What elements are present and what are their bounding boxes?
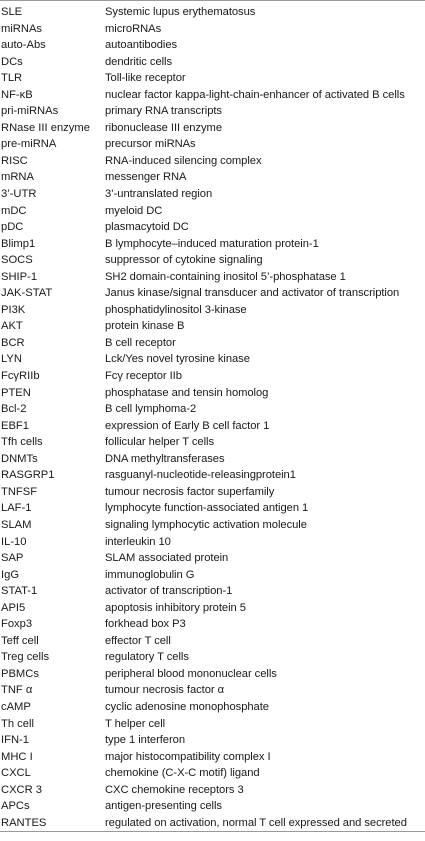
table-row — [0, 103, 425, 120]
table-row — [0, 534, 425, 551]
abbreviation-term: SLE — [1, 6, 23, 18]
table-row — [0, 782, 425, 799]
abbreviation-definition: Fcγ receptor IIb — [105, 370, 182, 383]
abbreviation-definition: interleukin 10 — [105, 535, 171, 548]
table-row — [0, 467, 425, 484]
abbreviation-term: DCs — [1, 55, 23, 68]
abbreviation-definition: chemokine (C-X-C motif) ligand — [105, 767, 260, 780]
table-row — [0, 285, 425, 302]
abbreviation-definition: ribonuclease III enzyme — [105, 121, 223, 134]
abbreviation-definition: protein kinase B — [105, 320, 185, 333]
table-row — [0, 749, 425, 766]
abbreviation-term: Treg cells — [1, 651, 50, 664]
abbreviation-definition: T helper cell — [105, 717, 166, 730]
abbreviation-definition: major histocompatibility complex I — [105, 750, 271, 763]
abbreviation-definition: messenger RNA — [105, 171, 187, 184]
abbreviation-term: pDC — [1, 221, 24, 234]
abbreviation-term: Blimp1 — [1, 237, 36, 250]
abbreviation-term: auto-Abs — [1, 39, 46, 52]
table-row — [0, 583, 425, 600]
table-row — [0, 633, 425, 650]
abbreviation-term: RNase III enzyme — [1, 121, 90, 134]
table-row — [0, 418, 425, 435]
abbreviation-definition: regulated on activation, normal T cell expressed and secreted — [105, 816, 407, 829]
abbreviation-term: APCs — [1, 800, 30, 813]
table-row — [0, 87, 425, 104]
abbreviation-definition: signaling lymphocytic activation molecule — [105, 518, 307, 531]
table-row — [0, 500, 425, 517]
abbreviation-definition: Toll-like receptor — [105, 72, 186, 85]
table-row — [0, 798, 425, 815]
abbreviation-definition: CXC chemokine receptors 3 — [105, 783, 244, 796]
abbreviation-term: Teff cell — [1, 634, 39, 647]
table-row — [0, 169, 425, 186]
table-row — [0, 186, 425, 203]
abbreviation-definition: suppressor of cytokine signaling — [105, 254, 263, 267]
table-row — [0, 484, 425, 501]
abbreviation-definition: precursor miRNAs — [105, 138, 196, 151]
abbreviation-definition: phosphatidylinositol 3-kinase — [105, 303, 247, 316]
abbreviation-term: EBF1 — [1, 419, 29, 432]
abbreviation-definition: Systemic lupus erythematosus — [105, 6, 256, 18]
abbreviation-term: DNMTs — [1, 452, 38, 465]
abbreviation-definition: autoantibodies — [105, 39, 178, 52]
abbreviation-definition: phosphatase and tensin homolog — [105, 386, 269, 399]
table-row — [0, 385, 425, 402]
table-row — [0, 269, 425, 286]
abbreviation-term: RASGRP1 — [1, 469, 55, 482]
table-row — [0, 765, 425, 782]
abbreviation-term: Bcl-2 — [1, 403, 27, 416]
abbreviation-term: JAK-STAT — [1, 287, 53, 300]
abbreviation-term: 3’-UTR — [1, 188, 37, 201]
abbreviation-definition: RNA-induced silencing complex — [105, 154, 262, 167]
table-row — [0, 699, 425, 716]
table-row — [0, 153, 425, 170]
abbreviation-definition: peripheral blood mononuclear cells — [105, 667, 277, 680]
abbreviation-definition: plasmacytoid DC — [105, 221, 189, 234]
abbreviation-definition: activator of transcription-1 — [105, 585, 233, 598]
abbreviation-term: IFN-1 — [1, 734, 29, 747]
table-row — [0, 815, 425, 832]
abbreviation-term: cAMP — [1, 700, 31, 713]
table-row — [0, 451, 425, 468]
table-row — [0, 219, 425, 236]
abbreviation-definition: apoptosis inhibitory protein 5 — [105, 601, 246, 614]
abbreviation-definition: antigen-presenting cells — [105, 800, 222, 813]
abbreviation-term: CXCR 3 — [1, 783, 43, 796]
abbreviation-term: SLAM — [1, 518, 32, 531]
abbreviation-term: RISC — [1, 154, 28, 167]
table-row — [0, 351, 425, 368]
table-row — [0, 70, 425, 87]
table-row — [0, 434, 425, 451]
abbreviation-term: BCR — [1, 336, 25, 349]
table-row — [0, 567, 425, 584]
table-row — [0, 716, 425, 733]
table-row — [0, 54, 425, 71]
abbreviation-definition: immunoglobulin G — [105, 568, 195, 581]
abbreviation-term: PBMCs — [1, 667, 39, 680]
abbreviation-term: IgG — [1, 568, 20, 581]
table-row — [0, 517, 425, 534]
abbreviation-definition: Lck/Yes novel tyrosine kinase — [105, 353, 250, 366]
abbreviation-definition: primary RNA transcripts — [105, 105, 222, 118]
table-row — [0, 318, 425, 335]
abbreviation-definition: lymphocyte function-associated antigen 1 — [105, 502, 309, 515]
table-row — [0, 682, 425, 699]
table-row — [0, 666, 425, 683]
table-row — [0, 368, 425, 385]
table-row — [0, 550, 425, 567]
abbreviation-definition: follicular helper T cells — [105, 436, 215, 449]
table-row — [0, 335, 425, 352]
abbreviation-term: Th cell — [1, 717, 34, 730]
table-row — [0, 37, 425, 54]
abbreviation-term: LYN — [1, 353, 22, 366]
abbreviation-definition: Janus kinase/signal transducer and activator of transcription — [105, 287, 400, 300]
abbreviation-definition: DNA methyltransferases — [105, 452, 225, 465]
abbreviation-term: SHIP-1 — [1, 270, 38, 283]
abbreviation-term: API5 — [1, 601, 26, 614]
abbreviation-definition: myeloid DC — [105, 204, 163, 217]
abbreviation-term: Foxp3 — [1, 618, 33, 631]
abbreviation-term: SAP — [1, 552, 24, 565]
abbreviation-term: SOCS — [1, 254, 33, 267]
abbreviation-definition: expression of Early B cell factor 1 — [105, 419, 270, 432]
abbreviation-term: STAT-1 — [1, 585, 38, 598]
abbreviation-definition: forkhead box P3 — [105, 618, 186, 631]
abbreviation-definition: dendritic cells — [105, 55, 173, 68]
abbreviation-definition: B cell lymphoma-2 — [105, 403, 197, 416]
table-row — [0, 600, 425, 617]
abbreviation-definition: SH2 domain-containing inositol 5’-phosphatase 1 — [105, 270, 346, 283]
table-row — [0, 203, 425, 220]
abbreviation-term: mRNA — [1, 171, 34, 184]
abbreviation-definition: regulatory T cells — [105, 651, 189, 664]
abbreviation-term: TNFSF — [1, 485, 38, 498]
abbreviation-term: TNF α — [1, 684, 33, 697]
abbreviation-definition: tumour necrosis factor α — [105, 684, 225, 697]
table-row — [0, 4, 425, 21]
abbreviation-definition: B cell receptor — [105, 336, 176, 349]
abbreviation-term: FcγRIIb — [1, 370, 40, 383]
table-row — [0, 252, 425, 269]
abbreviation-term: mDC — [1, 204, 27, 217]
abbreviation-definition: type 1 interferon — [105, 734, 185, 747]
abbreviation-definition: tumour necrosis factor superfamily — [105, 485, 275, 498]
abbreviation-definition: SLAM associated protein — [105, 552, 229, 565]
table-row — [0, 21, 425, 38]
abbreviation-definition: B lymphocyte–induced maturation protein-1 — [105, 237, 319, 250]
abbreviation-term: RANTES — [1, 816, 47, 829]
abbreviation-definition: effector T cell — [105, 634, 171, 647]
table-row — [0, 136, 425, 153]
abbreviation-term: CXCL — [1, 767, 31, 780]
abbreviation-term: IL-10 — [1, 535, 27, 548]
abbreviation-term: MHC I — [1, 750, 33, 763]
table-row — [0, 302, 425, 319]
abbreviation-definition: nuclear factor kappa-light-chain-enhancer of activated B cells — [105, 88, 405, 101]
table-row — [0, 401, 425, 418]
abbreviation-term: NF-κB — [1, 88, 33, 101]
abbreviation-term: pri-miRNAs — [1, 105, 59, 118]
abbreviation-term: pre-miRNA — [1, 138, 57, 151]
abbreviation-term: PTEN — [1, 386, 31, 399]
table-row — [0, 616, 425, 633]
table-row — [0, 649, 425, 666]
abbreviation-term: Tfh cells — [1, 436, 43, 449]
table-row — [0, 732, 425, 749]
abbreviation-term: PI3K — [1, 303, 26, 316]
abbreviation-term: TLR — [1, 72, 23, 85]
abbreviation-definition: rasguanyl-nucleotide-releasingprotein1 — [105, 469, 296, 482]
abbreviation-term: miRNAs — [1, 22, 43, 35]
table-row — [0, 236, 425, 253]
abbreviation-term: AKT — [1, 320, 23, 333]
abbreviation-definition: cyclic adenosine monophosphate — [105, 700, 269, 713]
abbreviation-definition: 3’-untranslated region — [105, 188, 213, 201]
table-row — [0, 120, 425, 137]
abbreviation-definition: microRNAs — [105, 22, 162, 35]
abbreviation-term: LAF-1 — [1, 502, 32, 515]
